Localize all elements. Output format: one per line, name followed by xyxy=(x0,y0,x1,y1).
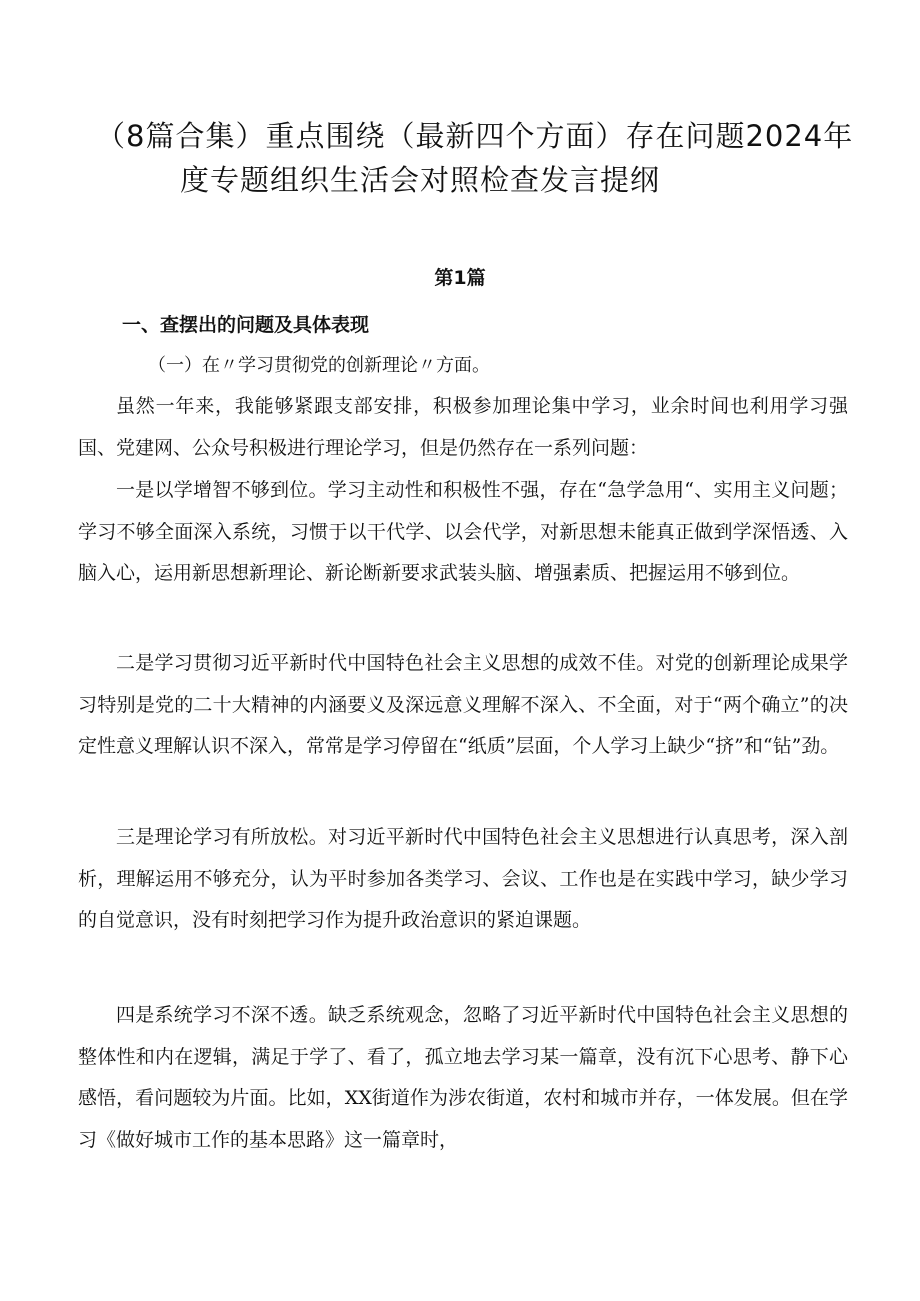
document-title-line-2: 度专题组织生活会对照检查发言提纲 xyxy=(180,163,661,197)
body-paragraph: 二是学习贯彻习近平新时代中国特色社会主义思想的成效不佳。对党的创新理论成果学习特别是党的二十大精神的内涵要义及深远意义理解不深入、不全面，对于“两个确立”的决定性意义理解认识不深入，常常是学习停留在“纸质”层面，个人学习上缺少“挤”和“钻”劲。 xyxy=(78,652,848,757)
body-paragraph: 三是理论学习有所放松。对习近平新时代中国特色社会主义思想进行认真思考，深入剖析，理解运用不够充分，认为平时参加各类学习、会议、工作也是在实践中学习，缺少学习的自觉意识，没有时刻把学习作为提升政治意识的紧迫课题。 xyxy=(78,826,848,931)
subsection-heading: （一）在〃学习贯彻党的创新理论〃方面。 xyxy=(148,355,490,376)
section-heading: 一、查摆出的问题及具体表现 xyxy=(122,314,370,336)
document-title-line-1: （8篇合集）重点围绕（最新四个方面）存在问题2024年 xyxy=(96,119,854,153)
body-paragraph: 虽然一年来，我能够紧跟支部安排，积极参加理论集中学习，业余时间也利用学习强国、党建网、公众号积极进行理论学习，但是仍然存在一系列问题： xyxy=(78,395,848,459)
section-label: 第1篇 xyxy=(434,267,486,289)
body-paragraph: 一是以学增智不够到位。学习主动性和积极性不强，存在“急学急用“、实用主义问题；学习不够全面深入系统，习惯于以干代学、以会代学，对新思想未能真正做到学深悟透、入脑入心，运用新思想新理论、新论断新要求武装头脑、增强素质、把握运用不够到位。 xyxy=(78,479,848,584)
body-paragraph: 四是系统学习不深不透。缺乏系统观念，忽略了习近平新时代中国特色社会主义思想的整体性和内在逻辑，满足于学了、看了，孤立地去学习某一篇章，没有沉下心思考、静下心感悟，看问题较为片面。比如，XX街道作为涉农街道，农村和城市并存，一体发展。但在学习《做好城市工作的基本思路》这一篇章时， xyxy=(78,1004,848,1151)
